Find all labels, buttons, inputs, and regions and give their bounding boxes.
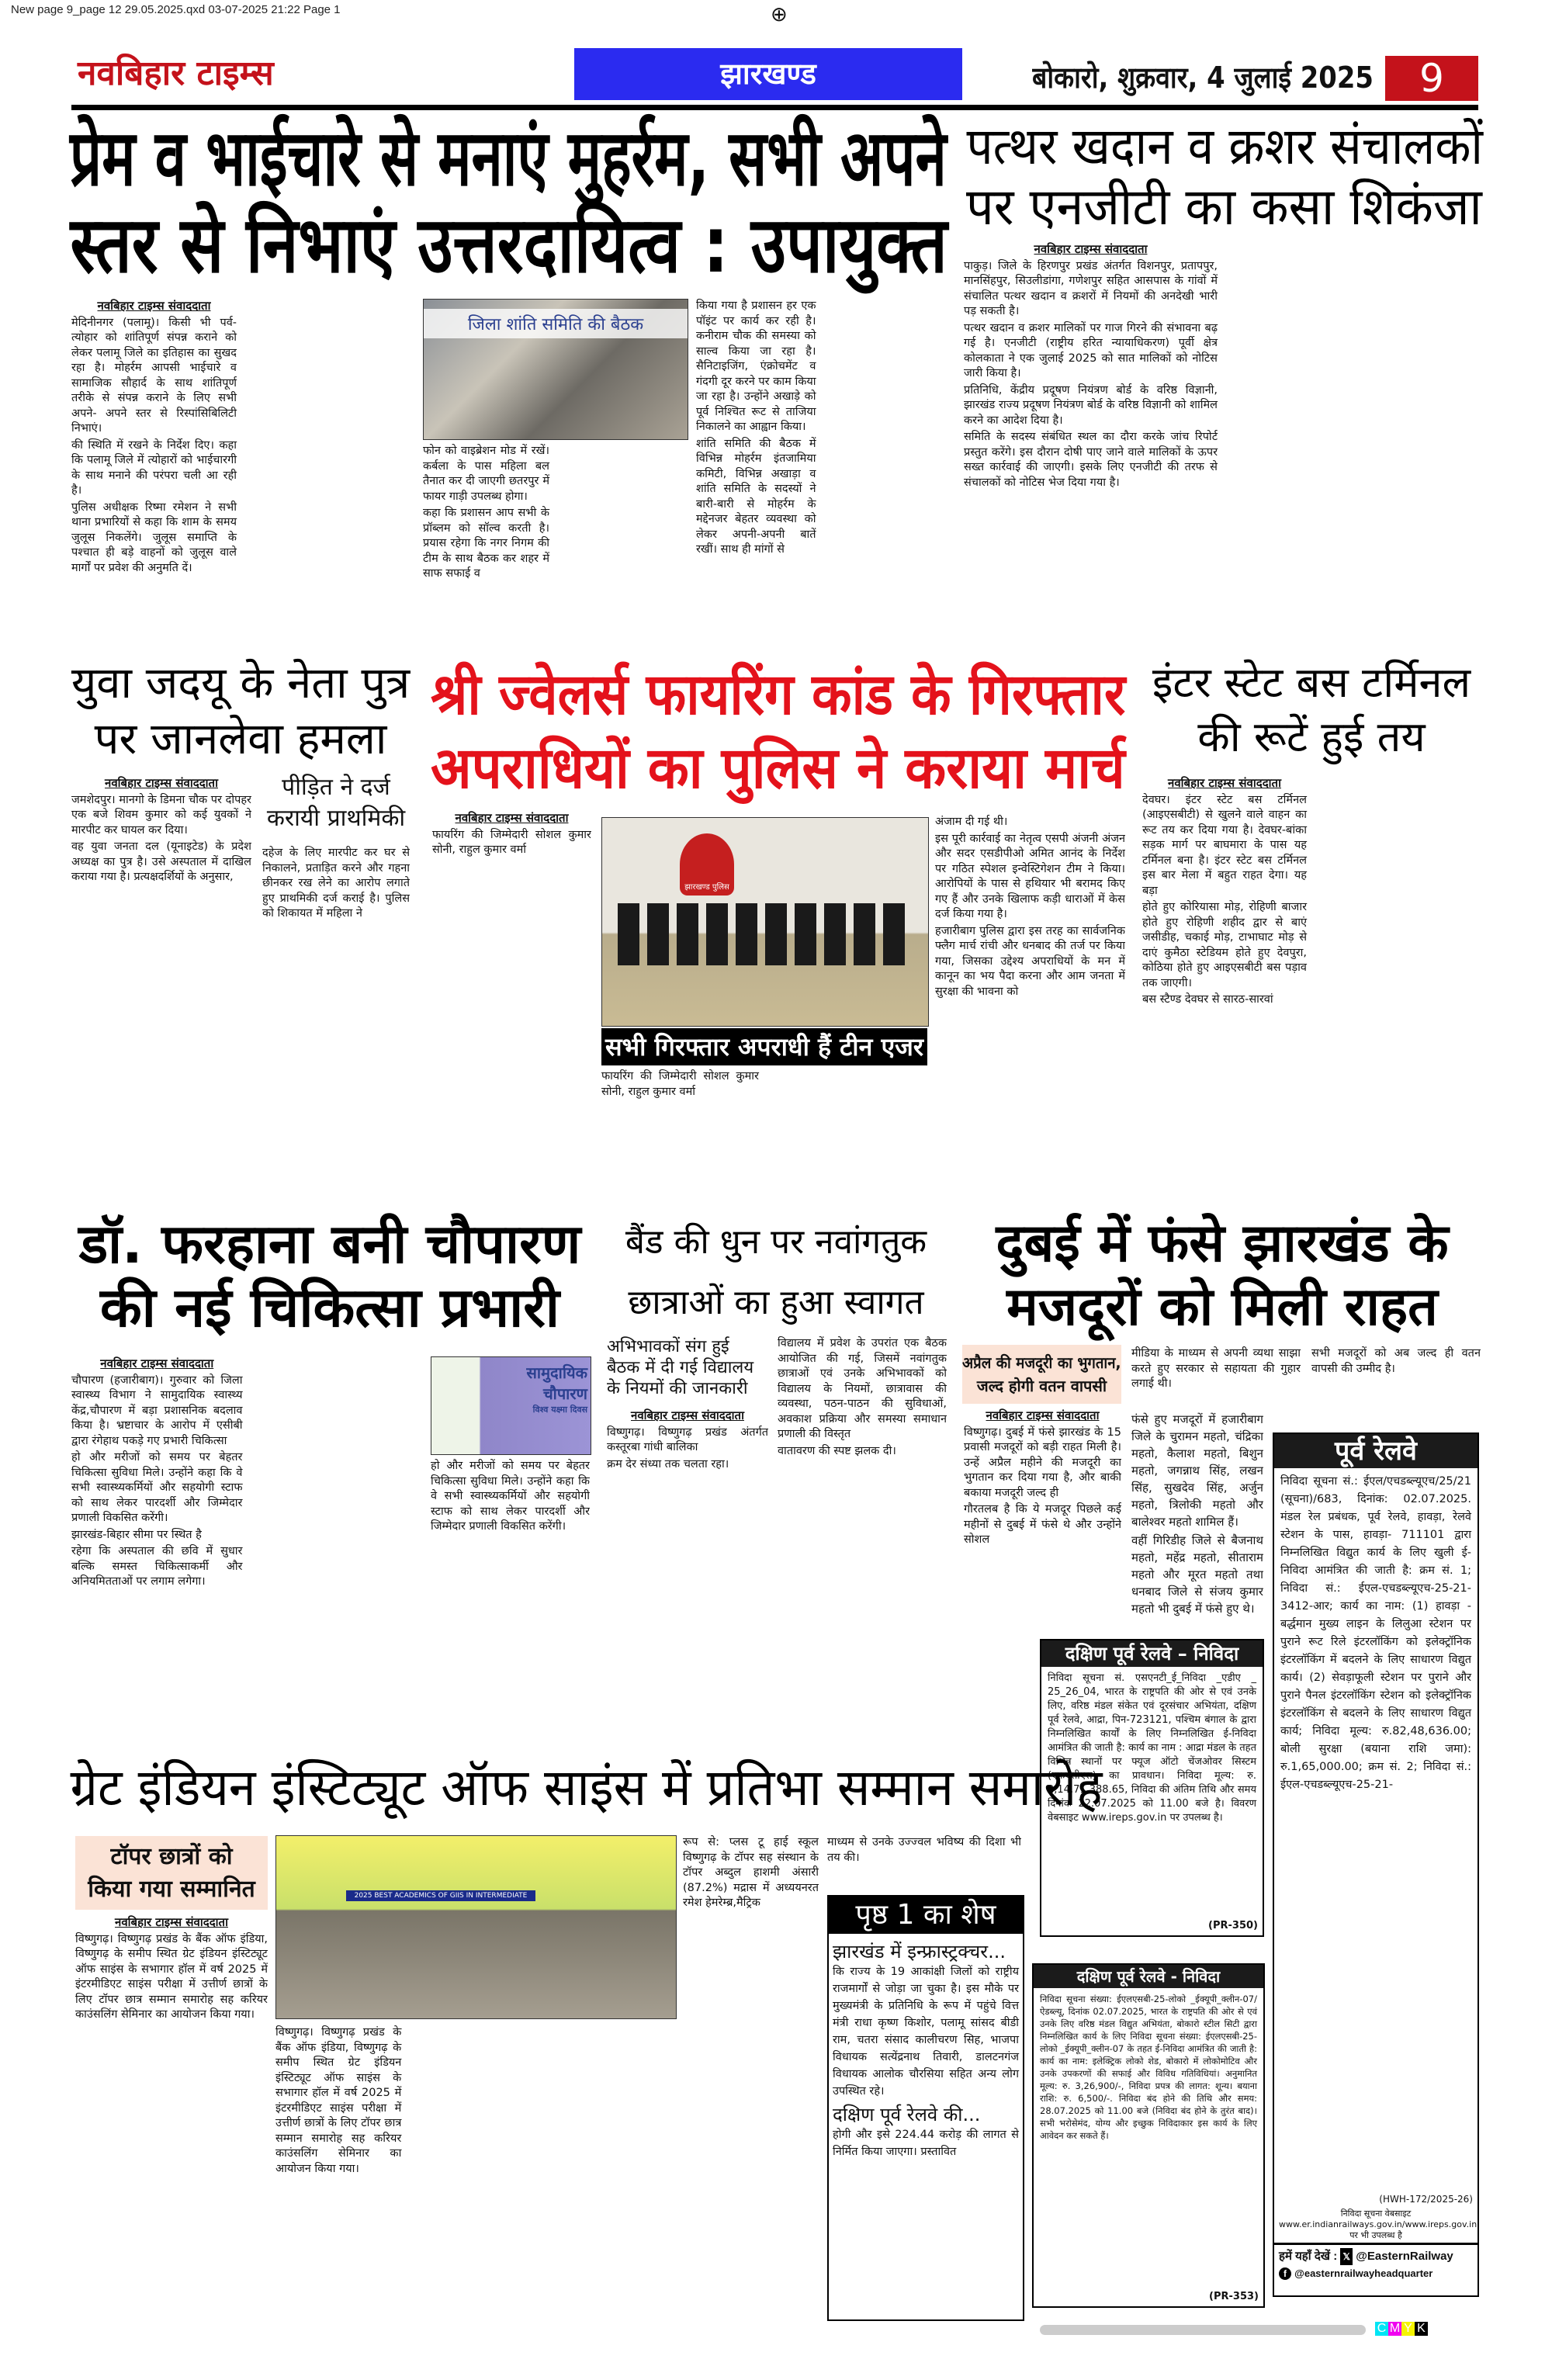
subhead-line: अभिभावकों संग हुई: [607, 1337, 729, 1356]
headline-line: मजदूरों को मिली राहत: [1006, 1277, 1438, 1338]
registration-mark-icon: ⊕: [771, 3, 788, 26]
paragraph: अंजाम दी गई थी।: [935, 816, 1008, 828]
paragraph: दहेज के लिए मारपीट कर घर से निकालने, प्रताड़ित करने और गहना छीनकर रख लेने का आरोप लगाते हुए प्राथमिकी दर्ज कराई है। पुलिस को शिकायत में महिला ने: [262, 847, 410, 920]
paper-name: नवबिहार टाइम्स: [78, 54, 274, 93]
photo-text: चौपारण: [542, 1384, 587, 1403]
continued-item-text: होगी और इसे 224.44 करोड़ की लागत से निर्मित किया जाएगा। प्रस्तावित: [833, 2129, 1019, 2158]
headline-line: प्रेम व भाईचारे से मनाएं मुहर्रम, सभी अपने: [69, 113, 947, 203]
highlight-line: जल्द होगी वतन वापसी: [976, 1377, 1107, 1395]
article-body-jdu: [71, 776, 251, 1195]
tender-title: दक्षिण पूर्व रेलवे - निविदा: [1034, 1965, 1263, 1988]
paragraph: वातावरण की स्पष्ट झलक दी।: [778, 1444, 896, 1457]
headline-line: श्री ज्वेलर्स फायरिंग कांड के गिरफ्तार: [431, 661, 1126, 728]
page-number: 9: [1385, 56, 1478, 101]
paragraph: देवघर। इंटर स्टेट बस टर्मिनल (आइएसबीटी) से खुलने वाले वाहन का रूट तय कर दिया गया है। देवघर-बांका सड़क मार्ग पर बाघमारा के पास यह टर्मिनल बना है। इंटर स्टेट बस टर्मिनल इस बार मेला में बहुत राहत देगा। यह बड़ा: [1142, 793, 1307, 897]
headline-line: की रूटें हुई तय: [1197, 712, 1426, 761]
article-body-muharram-3: [696, 299, 947, 632]
headline-band: [605, 1212, 947, 1333]
paragraph: शांति समिति की बैठक में विभिन्न मोहर्रम इंतजामिया कमिटी, विभिन्न अखाड़ा व शांति समिति के सदस्यों ने बारी-बारी से मोहर्रम के मद्देनजर बेहतर व्यवस्था को लेकर अपनी-अपनी बातें रखीं। साथ ही मांगों से: [696, 437, 816, 556]
cmyk-cyan: C: [1375, 2322, 1388, 2336]
headline-line: पत्थर खदान व क्रशर संचालकों: [966, 116, 1483, 176]
tender-reference: (HWH-172/2025-26): [1379, 2194, 1473, 2205]
tender-notice-se-railway-2: [1032, 1963, 1265, 2308]
paragraph: प्रतिनिधि, केंद्रीय प्रदूषण नियंत्रण बोर्ड के वरिष्ठ विज्ञानी, झारखंड राज्य प्रदूषण नियंत्रण बोर्ड के वरिष्ठ विज्ञानी को शामिल करने का आदेश दिया है।: [964, 383, 1218, 427]
paragraph: कहा कि प्रशासन आप सभी के प्रॉब्लम को सॉल्व करती है। प्रयास रहेगा कि नगर निगम की टीम के साथ बैठक कर शहर में साफ सफाई व: [423, 507, 549, 580]
paragraph: होते हुए कोरियासा मोड़, रोहिणी बाजार होते हुए रोहिणी शहीद द्वार से बाएं जसीडीह, चकाई मोड़, टाभाघाट मोड़ से दाएं कुमैठा स्टेडियम होते हुए देवपुरा, कोठिया होते हुए आइएसबीटी बस पड़ाव तक जाएगी।: [1142, 901, 1307, 989]
article-body-jdu-fir: [262, 846, 410, 1195]
paragraph: क्रम देर संध्या तक चलता रहा।: [607, 1457, 729, 1471]
highlight-box-dubai: [962, 1345, 1121, 1404]
paragraph: फोन को वाइब्रेशन मोड में रखें। कर्बला के पास महिला बल तैनात कर दी जाएगी छतरपुर में फायर गाड़ी उपलब्ध होगा।: [423, 445, 549, 503]
byline: नवबिहार टाइम्स संवाददाता: [1168, 776, 1281, 790]
byline: नवबिहार टाइम्स संवाददाता: [631, 1408, 744, 1422]
paragraph: रूप से: प्लस टू हाई स्कूल विष्णुगढ़ के टॉपर सह संस्थान के टॉपर अब्दुल हाशमी अंसारी (87.2%) मद्रास में अध्ययनरत रमेश हेमरेम्ब्र,मैट्रिक: [683, 1836, 819, 1909]
section-label: झारखण्ड: [720, 57, 816, 91]
paragraph: समिति के सदस्य संबंधित स्थल का दौरा करके जांच रिपोर्ट प्रस्तुत करेंगे। इस दौरान दोषी पाए जाने वाले मालिकों के ऊपर सख्त कार्रवाई की जाएगी। इसके लिए एनजीटी की तरफ से संचालकों को नोटिस भेज दिया गया है।: [964, 431, 1218, 489]
tender-title: पूर्व रेलवे: [1274, 1434, 1478, 1468]
paragraph: हो और मरीजों को समय पर बेहतर चिकित्सा सुविधा मिले। उन्होंने कहा कि वे सभी स्वास्थ्यकर्मियों और सहयोगी स्टाफ को साथ लेकर पारदर्शी और जिम्मेदार प्रणाली विकसित करेंगी।: [431, 1460, 590, 1533]
headline-line: पर एनजीटी का कसा शिकंजा: [965, 177, 1482, 237]
tender-title: दक्षिण पूर्व रेलवे – निविदा: [1041, 1640, 1263, 1667]
paragraph: फंसे हुए मजदूरों में हजारीबाग जिले के चुरामन महतो, चंद्रिका महतो, कैलाश महतो, बिशुन महतो, जगन्नाथ सिंह, लखन सिंह, सुखदेव सिंह, अर्जुन महतो, त्रिलोकी महतो और बालेश्वर महतो शामिल हैं।: [1131, 1412, 1263, 1529]
subhead-band: [607, 1336, 768, 1399]
paragraph: फायरिंग की जिम्मेदारी सोशल कुमार सोनी, राहुल कुमार वर्मा: [601, 1070, 759, 1098]
photo-banner-text: जिला शांति समिति की बैठक: [424, 309, 688, 338]
photo-text: सामुदायिक: [526, 1363, 587, 1382]
facebook-handle[interactable]: @easternrailwayheadquarter: [1294, 2267, 1433, 2279]
photo-peace-committee-meeting: [423, 299, 688, 440]
caption-text: सभी गिरफ्तार अपराधी हैं टीन एजर: [605, 1032, 924, 1062]
tender-text: निविदा सूचना संख्या: ईएलएसबी-25-लोको _ईक्यूपी_क्लीन-07/ऐडब्ल्यू, दिनांक 02.07.2025, भारत के राष्ट्रपति की ओर से एवं उनके लिए वरिष्ठ मंडल विद्युत अभियंता, बोकारो स्टील सिटी द्वारा निम्नलिखित कार्य के लिए निविदा सूचना संख्या: ईएलएसबी-25-लोको _ईक्यूपी_क्लीन-07 के तहत ई-निविदा आमंत्रित की जाती है: कार्य का नाम: इलेक्ट्रिक लोको शेड, बोकारो में लोकोमोटिव और उनके उपकरणों की सफाई और विविध गतिविधियां। अनुमानित मूल्य: रु. 3,26,900/-, निविदा प्रपत्र की लागत: शून्य। बयाना राशि: रु. 6,500/-. निविदा बंद होने की तिथि और समय: 28.07.2025 को 11.00 बजे (निविदा बंद होने के तुरंत बाद)। सभी भरोसेमंद, योग्य और इच्छुक निविदाकार इस कार्य के लिए आवेदन कर सकते हैं।: [1040, 1994, 1257, 2141]
article-body-dubai: [964, 1408, 1121, 1633]
paragraph: विष्णुगढ़। विष्णुगढ़ प्रखंड अंतर्गत कस्तूरबा गांधी बालिका: [607, 1426, 768, 1453]
highlight-line: टॉपर छात्रों को: [110, 1843, 233, 1870]
paragraph: पत्थर खदान व क्रशर मालिकों पर गाज गिरने की संभावना बढ़ गई है। एनजीटी (राष्ट्रीय हरित न्यायाधिकरण) पूर्वी क्षेत्र कोलकाता ने एक जुलाई 2025 को सात मालिकों को नोटिस जारी किया है।: [964, 321, 1218, 379]
article-body-muharram-2: [423, 444, 687, 632]
follow-label: हमें यहाँ देखें :: [1279, 2250, 1338, 2263]
article-body-institute-2: [275, 2025, 675, 2303]
tender-notice-eastern-railway: [1273, 1433, 1479, 2297]
paragraph: झारखंड-बिहार सीमा पर स्थित है: [71, 1528, 202, 1541]
cmyk-color-bar: [1375, 2322, 1428, 2336]
headline-line: इंटर स्टेट बस टर्मिनल: [1152, 658, 1471, 707]
article-body-band: [607, 1408, 768, 1729]
highlight-box-institute: [75, 1836, 268, 1910]
paragraph: सभी मजदूरों को अब जल्द ही वतन वापसी की उम्मीद है।: [1311, 1347, 1481, 1375]
article-body-band-2: [778, 1336, 947, 1729]
byline: नवबिहार टाइम्स संवाददाता: [97, 299, 211, 313]
article-body-dubai-2: [1131, 1346, 1481, 1407]
photo-banner-text: [526, 1362, 587, 1415]
article-body-farhana-2: [431, 1459, 590, 1729]
paragraph: हजारीबाग पुलिस द्वारा इस तरह का सार्वजनिक फ्लैग मार्च रांची और धनबाद की तर्ज पर किया गया, जिसका उद्देश्य अपराधियों के मन में कानून का भय पैदा करना और आम जनता में सुरक्षा की भावना को: [935, 924, 1125, 998]
paragraph: चौपारण (हजारीबाग)। गुरुवार को जिला स्वास्थ्य विभाग ने सामुदायिक स्वास्थ्य केंद्र,चौपारण में बड़ा प्रशासनिक बदलाव किया है। भ्रष्टाचार के आरोप में एसीबी द्वारा रंगेहाथ पकड़े गए प्रभारी चिकित्सा: [71, 1374, 243, 1447]
cmyk-black: K: [1415, 2322, 1428, 2336]
article-body-jewellers-2: [601, 1069, 927, 1195]
continued-item-title: दक्षिण पूर्व रेलवे की...: [833, 2104, 981, 2125]
paragraph: हो और मरीजों को समय पर बेहतर चिकित्सा सुविधा मिले। उन्होंने कहा कि वे सभी स्वास्थ्यकर्मियों और सहयोगी स्टाफ को साथ लेकर पारदर्शी और जिम्मेदार प्रणाली विकसित करेंगी।: [71, 1451, 243, 1524]
photo-dr-farhana: [431, 1356, 591, 1455]
continued-item-title: झारखंड में इन्फ्रास्ट्रक्चर...: [833, 1941, 1006, 1963]
byline: नवबिहार टाइम्स संवाददाता: [986, 1408, 1100, 1422]
paragraph: वहीं गिरिडीह जिले से बैजनाथ महतो, महेंद्र महतो, सीताराम महतो और मूरत महतो तथा धनबाद जिले से संजय कुमार महतो भी दुबई में फंसे हुए थे।: [1131, 1533, 1263, 1616]
photo-arrested-accused: [601, 817, 929, 1027]
byline: नवबिहार टाइम्स संवाददाता: [1034, 242, 1148, 256]
paragraph: बस स्टैण्ड देवघर से सारठ-सारवां: [1142, 993, 1273, 1006]
article-body-dubai-3: [1131, 1411, 1263, 1633]
paragraph: विद्यालय में प्रवेश के उपरांत एक बैठक आयोजित की गई, जिसमें नवांगतुक छात्राओं एवं उनके अभिभावकों को विद्यालय के नियमों, छात्रावास की व्यवस्था, पठन-पाठन की सुविधाओं, अवकाश प्रक्रिया और समस्या समाधान प्रणाली की विस्तृत: [778, 1337, 947, 1440]
facebook-icon: f: [1279, 2267, 1291, 2280]
paragraph: इस पूरी कार्रवाई का नेतृत्व एसपी अंजनी अंजन और सदर एसडीपीओ अमित आनंद के निर्देश पर गठित स्पेशल इन्वेस्टिगेशन टीम ने किया। आरोपियों के पास से हथियार भी बरामद किए गए हैं और उनके खिलाफ कड़ी धाराओं में केस दर्ज किया गया है।: [935, 832, 1125, 920]
photo-felicitation-ceremony: [275, 1835, 677, 2019]
paragraph: जमशेदपुर। मानगो के डिमना चौक पर दोपहर एक बजे शिवम कुमार को कई युवकों ने मारपीट कर घायल कर दिया।: [71, 793, 251, 837]
headline-institute: [70, 1755, 1102, 1821]
paragraph: माध्यम से उनके उज्ज्वल भविष्य की दिशा भी तय की।: [827, 1836, 1021, 1864]
article-body-ngt: [964, 242, 1482, 634]
article-body-bus-terminal: [1142, 776, 1482, 1195]
page1-continued-box: [827, 1895, 1024, 2321]
headline-line: पर जानलेवा हमला: [94, 714, 387, 764]
continued-title: पृष्ठ 1 का शेष: [829, 1897, 1023, 1934]
dateline: [1032, 54, 1374, 101]
paragraph: की स्थिति में रखने के निर्देश दिए। कहा कि पलामू जिले में त्योहारों को भाईचारगी के साथ मनाने की परंपरा चली आ रही है।: [71, 438, 237, 497]
highlight-line: किया गया सम्मानित: [88, 1876, 255, 1903]
article-body-institute-3: [683, 1835, 819, 2303]
headline-jewellers: [431, 658, 1125, 805]
article-body-institute-4: [827, 1835, 1021, 1890]
cmyk-magenta: M: [1389, 2322, 1401, 2335]
subhead-jdu: [262, 772, 410, 834]
article-body-muharram: [71, 299, 413, 632]
subhead-line: पीड़ित ने दर्ज: [282, 774, 390, 801]
paragraph: विष्णुगढ़। विष्णुगढ़ प्रखंड के बैंक ऑफ इंडिया, विष्णुगढ़ के समीप स्थित ग्रेट इंडियन इंस्टिट्यूट ऑफ साइंस के सभागार हॉल में वर्ष 2025 में इंटरमीडिएट साइंस परीक्षा में उत्तीर्ण छात्रों के लिए टॉपर छात्र सम्मान समारोह सह करियर काउंसलिंग सेमिनार का आयोजन किया गया।: [275, 2026, 402, 2175]
registration-bar: [1040, 2325, 1366, 2335]
subhead-line: बैठक में दी गई विद्यालय: [607, 1358, 754, 1377]
paragraph: पाकुड़। जिले के हिरणपुर प्रखंड अंतर्गत विशनपुर, प्रतापपुर, मानसिंहपुर, सिउलीडांगा, गणेशपुर सहित आसपास के गांवों में संचालित पत्थर खदान व क्रशरों में नियमों की अनदेखी भारी पड़ सकती है।: [964, 259, 1218, 317]
paragraph: रहेगा कि अस्पताल की छवि में सुधार बल्कि समस्त चिकित्साकर्मी और अनियमितताओं पर लगाम लगेगा।: [71, 1545, 243, 1588]
tender-reference: (PR-353): [1209, 2289, 1259, 2305]
headline-dubai: [962, 1212, 1482, 1339]
paragraph: किया गया है प्रशासन हर एक पॉइंट पर कार्य कर रही है। कनीराम चौक की समस्या को साल्व किया जा रहा है। सैनिटाइजिंग, एंक्रोचमेंट व गंदगी दूर करने पर काम किया जा रहा है। उन्होंने अखाड़े को पूर्व निश्चित रूट से ताजिया निकालने का आह्वान किया।: [696, 300, 816, 433]
headline-muharram: [70, 115, 947, 289]
police-emblem: झारखण्ड पुलिस: [680, 833, 734, 896]
article-body-jewellers-3: [935, 815, 1125, 1195]
tender-reference: (PR-350): [1208, 1918, 1258, 1934]
article-body-institute: [75, 1915, 268, 2303]
headline-line: छात्राओं का हुआ स्वागत: [628, 1283, 924, 1322]
byline: नवबिहार टाइम्स संवाददाता: [105, 776, 218, 790]
tender-text: निविदा सूचना सं.: ईएल/एचडब्ल्यूएच/25/21 (सूचना)/683, दिनांक: 02.07.2025. मंडल रेल प्रबंधक, पूर्व रेलवे, हावड़ा, रेलवे स्टेशन के पास, हावड़ा- 711101 द्वारा निम्नलिखित विद्युत कार्य के लिए खुली ई-निविदा आमंत्रित की जाती है: क्रम सं. 1; निविदा सं.: ईएल-एचडब्ल्यूएच-25-21-3412-आर; कार्य का नाम: (1) हावड़ा - बर्द्धमान मुख्य लाइन के लिलुआ स्टेशन पर पुराने रूट रिले इंटरलॉकिंग को इलेक्ट्रॉनिक इंटरलॉकिंग में बदलने के लिए साधारण विद्युत कार्य। (2) सेवड़ाफूली स्टेशन पर पुराने और पुराने पैनल इंटरलॉकिंग स्टेशन को इलेक्ट्रॉनिक इंटरलॉकिंग से बदलने के लिए साधारण विद्युत कार्य; निविदा मूल्य: रु.82,48,636.00; बोली सुरक्षा (बयाना राशि जमा): रु.1,65,000.00; क्रम सं. 2; निविदा सं.: ईएल-एचडब्ल्यूएच-25-21-: [1280, 1475, 1471, 1791]
article-body-jewellers: [432, 811, 591, 1195]
paragraph: विष्णुगढ़। दुबई में फंसे झारखंड के 15 प्रवासी मजदूरों को बड़ी राहत मिली है। उन्हें अप्रैल महीने की मजदूरी का भुगतान कर दिया गया है, और बाकी बकाया मजदूरी जल्द ही: [964, 1426, 1121, 1499]
headline-jdu: [70, 656, 411, 767]
headline-line: डॉ. फरहाना बनी चौपारण: [78, 1212, 581, 1276]
masked-accused-figures: [618, 903, 913, 965]
continued-item-text: कि राज्य के 19 आकांक्षी जिलों को राष्ट्रीय राजमार्गों से जोड़ा जा चुका है। इस मौके पर मुख्यमंत्री के प्रतिनिधि के रूप में पहुंचे वित्त मंत्री राधा कृष्ण किशोर, पलामू सांसद बीडी राम, चतरा संसाद कालीचरण सिह, भाजपा विधायक सत्येंद्रनाथ तिवारी, डालटनगंज विधायक आलोक चौरसिया सहित अन्य लोग उपस्थित रहे।: [833, 1966, 1019, 2098]
subhead-line: के नियमों की जानकारी: [607, 1379, 748, 1398]
cmyk-yellow: Y: [1401, 2322, 1415, 2336]
headline-line: ग्रेट इंडियन इंस्टिट्यूट ऑफ साइंस में प्रतिभा सम्मान समारोह: [69, 1758, 1102, 1817]
headline-line: युवा जदयू के नेता पुत्र: [71, 658, 411, 708]
paragraph: फायरिंग की जिम्मेदारी सोशल कुमार सोनी, राहुल कुमार वर्मा: [432, 828, 591, 856]
social-links: [1274, 2245, 1478, 2285]
headline-line: दुबई में फंसे झारखंड के: [996, 1213, 1449, 1274]
paragraph: गौरतलब है कि ये मजदूर पिछले कई महीनों से दुबई में फंसे थे और उन्होंने सोशल: [964, 1503, 1121, 1546]
headline-line: स्तर से निभाएं उत्तरदायित्व : उपायुक्त: [70, 199, 947, 290]
article-body-farhana: [71, 1356, 424, 1729]
paragraph: मेदिनीनगर (पलामू)। किसी भी पर्व-त्योहार को शांतिपूर्ण संपन्न कराने को लेकर पलामू जिले का इतिहास का सुखद रहा है। मोहर्रम आपसी भाईचारे व सामाजिक सौहार्द के साथ शांतिपूर्ण तरीके से संपन्न कराने के लिए सभी अपने- अपने स्तर से रिस्पांसिबिलिटी निभाएं।: [71, 316, 237, 435]
photo-banner-text: 2025 BEST ACADEMICS OF GIIS IN INTERMEDIATE: [346, 1890, 535, 1901]
caption-bar: [601, 1028, 927, 1065]
byline: नवबिहार टाइम्स संवाददाता: [100, 1356, 214, 1370]
headline-line: की नई चिकित्सा प्रभारी: [99, 1276, 560, 1339]
x-logo-icon: 𝕏: [1340, 2248, 1353, 2265]
highlight-line: अप्रैल की मजदूरी का भुगतान,: [961, 1353, 1121, 1372]
dateline-text: बोकारो, शुक्रवार, 4 जुलाई 2025: [1032, 61, 1374, 95]
print-meta: New page 9_page 12 29.05.2025.qxd 03-07-2025 21:22 Page 1: [11, 3, 341, 16]
byline: नवबिहार टाइम्स संवाददाता: [455, 811, 569, 825]
paragraph: विष्णुगढ़। विष्णुगढ़ प्रखंड के बैंक ऑफ इंडिया, विष्णुगढ़ के समीप स्थित ग्रेट इंडियन इंस्टिट्यूट ऑफ साइंस के सभागार हॉल में वर्ष 2025 में इंटरमीडिएट साइंस परीक्षा में उत्तीर्ण छात्रों के लिए टॉपर छात्र सम्मान समारोह सह करियर काउंसलिंग सेमिनार का आयोजन किया गया।: [75, 1932, 268, 2021]
x-handle[interactable]: @EasternRailway: [1356, 2250, 1453, 2263]
tender-website-note: निविदा सूचना वेबसाइट www.er.indianrailways.gov.in/www.ireps.gov.in पर भी उपलब्ध है: [1274, 2207, 1478, 2245]
paragraph: वह युवा जनता दल (यूनाइटेड) के प्रदेश अध्यक्ष का पुत्र है। उसे अस्पताल में दाखिल कराया गया है। प्रत्यक्षदर्शियों के अनुसार,: [71, 840, 251, 883]
section-banner: [574, 48, 962, 100]
headline-line: बैंड की धुन पर नवांगतुक: [625, 1222, 927, 1262]
headline-bus-terminal: [1141, 656, 1482, 764]
photo-text: विश्व यक्ष्मा दिवस: [532, 1405, 587, 1415]
headline-ngt: [966, 116, 1482, 237]
tender-text: निविदा सूचना सं. एसएनटी_ई_निविदा _एडीए _ 25_26_04, भारत के राष्ट्रपति की ओर से एवं उनके लिए, वरिष्ठ मंडल संकेत एवं दूरसंचार अभियंता, दक्षिण पूर्व रेलवे, आद्रा, पिन-723121, पश्चिम बंगाल के द्वारा निम्नलिखित कार्यों के लिए निम्नलिखित ई-निविदा आमंत्रित की जाती है: कार्य का नाम : आद्रा मंडल के तहत विभिन्न स्थानों पर फ्यूज ऑटो चेंजओवर सिस्टम (एफएसीएस) का प्रावधान। निविदा मूल्य: रु. 2,14,71,388.65, निविदा की अंतिम तिथि और समय दिनांक 22.07.2025 को 11.00 बजे है। विवरण वेबसाइट www.ireps.gov.in पर उपलब्ध है।: [1048, 1672, 1256, 1824]
paragraph: पुलिस अधीक्षक रिष्मा रमेशन ने सभी थाना प्रभारियों से कहा कि शाम के समय जुलूस निकलेंगे। जुलूस समाप्ति के पश्चात ही बड़े वाहनों को जुलूस वाले मार्गों पर प्रवेश की अनुमति दें।: [71, 501, 237, 574]
headline-farhana: [70, 1212, 590, 1339]
paragraph: मीडिया के माध्यम से अपनी व्यथा साझा करते हुए सरकार से सहायता की गुहार लगाई थी।: [1131, 1347, 1301, 1390]
byline: नवबिहार टाइम्स संवाददाता: [115, 1915, 228, 1929]
subhead-line: करायी प्राथमिकी: [266, 805, 406, 832]
headline-line: अपराधियों का पुलिस ने कराया मार्च: [430, 735, 1125, 802]
masthead-rule: [71, 105, 1478, 110]
